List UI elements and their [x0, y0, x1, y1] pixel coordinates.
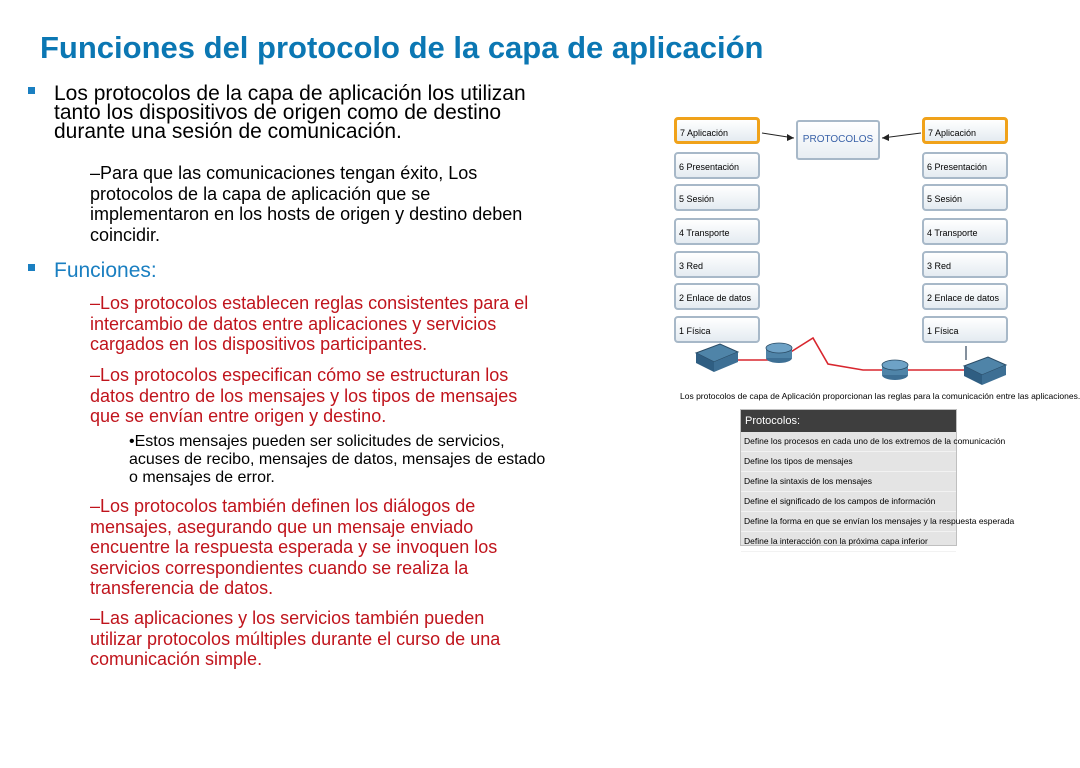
protocols-table-row: Define la sintaxis de los mensajes	[741, 472, 956, 492]
right-layer-5: 5 Sesión	[922, 184, 1008, 211]
protocols-box: PROTOCOLOS	[796, 120, 880, 160]
subsub-line: o mensajes de error.	[129, 469, 275, 486]
bullet-1-line: tanto los dispositivos de origen como de destino	[54, 101, 502, 124]
sub-line: intercambio de datos entre aplicaciones y servicios	[90, 313, 497, 334]
sub-line: cargados en los dispositivos participantes.	[90, 334, 428, 354]
bullet-1-text	[54, 84, 526, 141]
bullet-1-line: durante una sesión de comunicación.	[54, 120, 402, 143]
protocols-table-row: Define el significado de los campos de información	[741, 492, 956, 512]
funciones-sub-2	[90, 365, 650, 427]
sub-line: coincidir.	[90, 224, 161, 245]
right-layer-2: 2 Enlace de datos	[922, 283, 1008, 310]
funciones-sub-4	[90, 608, 650, 670]
bullet-marker	[28, 87, 35, 94]
funciones-subsub	[129, 433, 654, 487]
subsub-line: •Estos mensajes pueden ser solicitudes de servicios,	[129, 433, 505, 450]
sub-line: –Los protocolos también definen los diálogos de	[90, 496, 476, 516]
sub-line: servicios correspondientes cuando se realiza la	[90, 557, 469, 578]
right-layer-6: 6 Presentación	[922, 152, 1008, 179]
sub-line: implementaron en los hosts de origen y destino deben	[90, 204, 523, 224]
sub-line: –Las aplicaciones y los servicios también pueden	[90, 608, 485, 628]
left-layer-1: 1 Física	[674, 316, 760, 343]
bullet-1-line: Los protocolos de la capa de aplicación los utilizan	[54, 82, 526, 105]
left-layer-4: 4 Transporte	[674, 218, 760, 245]
protocols-table-row: Define los tipos de mensajes	[741, 452, 956, 472]
network-link	[708, 338, 968, 370]
right-layer-7: 7 Aplicación	[922, 117, 1008, 144]
right-layer-4: 4 Transporte	[922, 218, 1008, 245]
left-layer-5: 5 Sesión	[674, 184, 760, 211]
protocols-table-row: Define la forma en que se envían los mensajes y la respuesta esperada	[741, 512, 956, 532]
subsub-line: acuses de recibo, mensajes de datos, mensajes de estado	[129, 451, 546, 468]
bullet-marker	[28, 264, 35, 271]
sub-line: datos dentro de los mensajes y los tipos de mensajes	[90, 385, 518, 406]
diagram-connectors	[668, 108, 1014, 403]
sub-line: –Para que las comunicaciones tengan éxito, Los	[90, 163, 478, 183]
slide-title: Funciones del protocolo de la capa de aplicación	[40, 30, 764, 65]
bullet-1-sub	[90, 163, 650, 245]
arrow-right-head	[882, 134, 889, 141]
protocols-table-header: Protocolos:	[741, 410, 956, 432]
sub-line: –Los protocolos establecen reglas consistentes para el	[90, 293, 529, 313]
sub-line: mensajes, asegurando que un mensaje enviado	[90, 516, 474, 537]
left-layer-2: 2 Enlace de datos	[674, 283, 760, 310]
left-layer-3: 3 Red	[674, 251, 760, 278]
sub-line: transferencia de datos.	[90, 578, 274, 598]
sub-line: encuentre la respuesta esperada y se invoquen los	[90, 537, 498, 557]
protocols-table-row: Define los procesos en cada uno de los extremos de la comunicación	[741, 432, 956, 452]
osi-protocol-diagram	[668, 108, 1014, 403]
arrow-left-head	[787, 134, 794, 141]
right-switch-icon	[964, 357, 1006, 385]
funciones-sub-1	[90, 293, 650, 355]
bullet-2-label: Funciones:	[54, 259, 157, 282]
funciones-sub-3	[90, 496, 650, 599]
sub-line: –Los protocolos especifican cómo se estructuran los	[90, 365, 509, 385]
diagram-caption: Los protocolos de capa de Aplicación proporcionan las reglas para la comunicación entre las aplicaciones.	[680, 391, 1080, 401]
protocols-table-row: Define la interacción con la próxima capa inferior	[741, 532, 956, 552]
sub-line: utilizar protocolos múltiples durante el curso de una	[90, 628, 501, 649]
sub-line: que se envían entre origen y destino.	[90, 406, 387, 426]
left-layer-7: 7 Aplicación	[674, 117, 760, 144]
right-router-icon	[882, 360, 908, 380]
protocols-table	[740, 409, 1015, 546]
left-layer-6: 6 Presentación	[674, 152, 760, 179]
sub-line: comunicación simple.	[90, 649, 263, 669]
right-layer-1: 1 Física	[922, 316, 1008, 343]
left-router-icon	[766, 343, 792, 363]
left-switch-icon	[696, 344, 738, 372]
sub-line: protocolos de la capa de aplicación que se	[90, 183, 431, 204]
right-layer-3: 3 Red	[922, 251, 1008, 278]
